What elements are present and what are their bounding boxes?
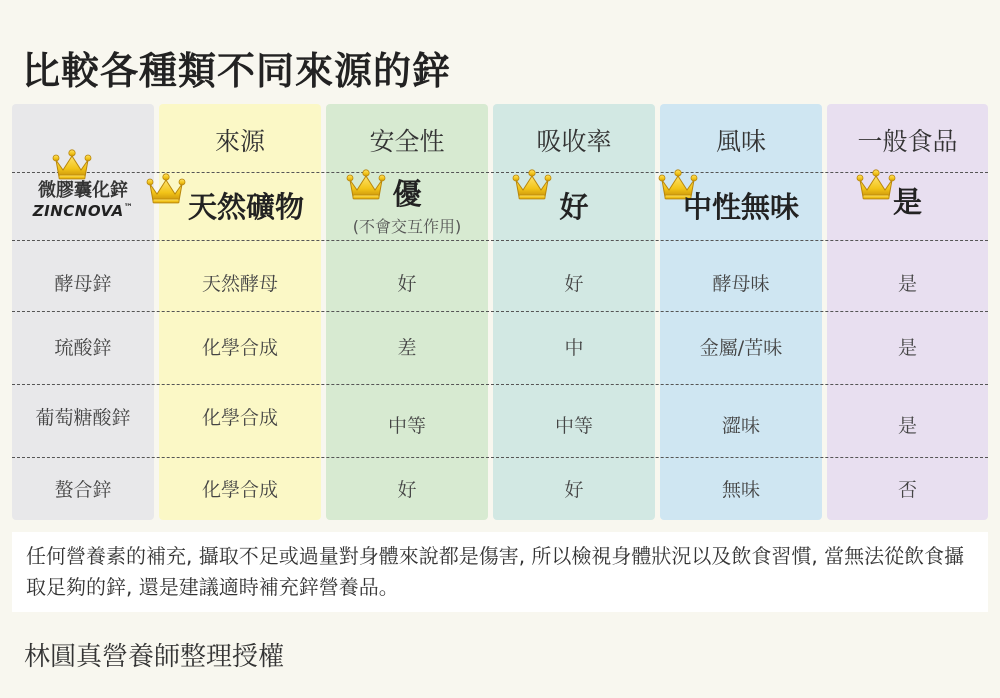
row-source: 天然酵母 (201, 272, 278, 295)
row-source: 化學合成 (201, 406, 278, 429)
row-divider (12, 240, 988, 241)
header-source: 來源 (214, 127, 265, 156)
header-general-food: 一般食品 (857, 127, 958, 156)
brand-english-name: ZINCNOVA™ (32, 202, 134, 220)
row-absorption: 好 (564, 478, 584, 501)
row-flavor: 無味 (721, 478, 760, 501)
featured-safety: 優 (392, 176, 422, 211)
row-absorption: 中等 (554, 414, 593, 437)
featured-flavor: 中性無味 (682, 189, 799, 224)
row-safety: 好 (397, 272, 417, 295)
brand-chinese-name: 微膠囊化鋅 (38, 180, 128, 201)
row-flavor: 金屬/苦味 (699, 336, 783, 359)
row-safety: 好 (397, 478, 417, 501)
featured-safety-note: (不會交互作用) (352, 217, 462, 236)
row-divider (12, 457, 988, 458)
row-general-food: 是 (897, 336, 917, 359)
featured-absorption: 好 (559, 189, 589, 224)
row-general-food: 否 (897, 478, 917, 501)
row-flavor: 澀味 (721, 414, 760, 437)
row-general-food: 是 (897, 272, 917, 295)
row-source: 化學合成 (201, 336, 278, 359)
row-name: 葡萄糖酸鋅 (35, 406, 131, 429)
advice-note: 任何營養素的補充, 攝取不足或過量對身體來說都是傷害, 所以檢視身體狀況以及飲食習慣, 當無法從飲食攝取足夠的鋅, 還是建議適時補充鋅營養品。 (12, 532, 988, 612)
header-safety: 安全性 (369, 127, 445, 156)
row-flavor: 酵母味 (712, 272, 770, 295)
row-source: 化學合成 (201, 478, 278, 501)
page-title: 比較各種類不同來源的鋅 (22, 49, 452, 93)
featured-general-food: 是 (892, 184, 922, 219)
author-credit: 林圓真營養師整理授權 (24, 642, 285, 672)
row-safety: 差 (397, 336, 417, 359)
featured-brand (12, 176, 154, 220)
header-absorption: 吸收率 (536, 127, 612, 156)
row-divider (12, 311, 988, 312)
header-flavor: 風味 (715, 127, 766, 156)
featured-source: 天然礦物 (187, 189, 304, 224)
row-name: 螯合鋅 (54, 478, 112, 501)
row-absorption: 好 (564, 272, 584, 295)
row-absorption: 中 (564, 336, 584, 359)
row-name: 琉酸鋅 (54, 336, 112, 359)
row-name: 酵母鋅 (54, 272, 112, 295)
row-divider (12, 384, 988, 385)
row-safety: 中等 (387, 414, 426, 437)
row-general-food: 是 (897, 414, 917, 437)
